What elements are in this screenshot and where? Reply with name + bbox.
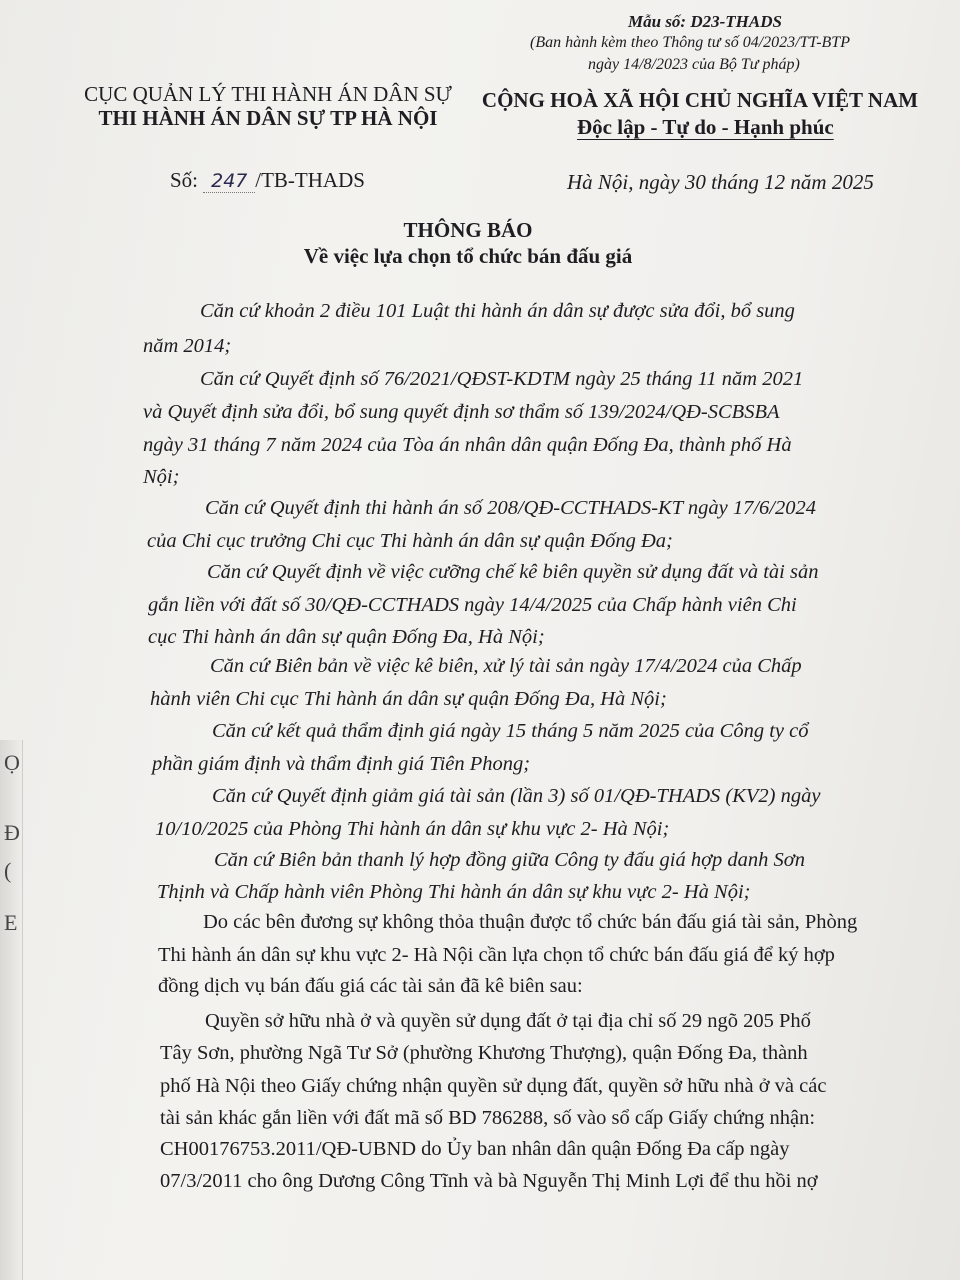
body-line: Căn cứ Biên bản thanh lý hợp đồng giữa Công ty đấu giá hợp danh Sơn	[214, 849, 805, 871]
doc-number-prefix: Số:	[170, 168, 199, 192]
doc-number-suffix: /TB-THADS	[255, 168, 365, 192]
body-line: CH00176753.2011/QĐ-UBND do Ủy ban nhân dân quận Đống Đa cấp ngày	[160, 1138, 790, 1160]
body-line: 10/10/2025 của Phòng Thi hành án dân sự khu vực 2- Hà Nội;	[155, 818, 670, 840]
body-line: và Quyết định sửa đổi, bổ sung quyết định sơ thẩm số 139/2024/QĐ-SCBSBA	[143, 401, 780, 423]
body-line: phần giám định và thẩm định giá Tiên Phong;	[152, 753, 531, 775]
document-number	[170, 168, 365, 193]
form-number: Mẫu số: D23-THADS	[628, 12, 782, 31]
edge-fragment: Đ	[4, 820, 20, 845]
place-date: Hà Nội, ngày 30 tháng 12 năm 2025	[567, 170, 874, 194]
notice-title: THÔNG BÁO	[403, 218, 533, 242]
body-line: Căn cứ kết quả thẩm định giá ngày 15 tháng 5 năm 2025 của Công ty cổ	[212, 720, 809, 742]
edge-fragment: Ọ	[4, 750, 20, 775]
edge-fragment: (	[4, 858, 12, 883]
nation-title: CỘNG HOÀ XÃ HỘI CHỦ NGHĨA VIỆT NAM	[481, 88, 919, 112]
body-line: gắn liền với đất số 30/QĐ-CCTHADS ngày 14/4/2025 của Chấp hành viên Chi	[148, 594, 797, 616]
form-note-line2: ngày 14/8/2023 của Bộ Tư pháp)	[588, 56, 800, 73]
body-line: 07/3/2011 cho ông Dương Công Tĩnh và bà Nguyễn Thị Minh Lợi để thu hồi nợ	[160, 1170, 818, 1192]
body-line: phố Hà Nội theo Giấy chứng nhận quyền sử dụng đất, quyền sở hữu nhà ở và các	[160, 1075, 827, 1097]
body-line: Căn cứ khoản 2 điều 101 Luật thi hành án dân sự được sửa đổi, bổ sung	[200, 300, 795, 322]
body-line: Căn cứ Biên bản về việc kê biên, xử lý tài sản ngày 17/4/2024 của Chấp	[210, 655, 802, 677]
body-line: đồng dịch vụ bán đấu giá các tài sản đã kê biên sau:	[158, 975, 583, 997]
notice-subtitle: Về việc lựa chọn tổ chức bán đấu giá	[303, 244, 633, 268]
body-line: Căn cứ Quyết định giảm giá tài sản (lần 3) số 01/QĐ-THADS (KV2) ngày	[212, 785, 821, 807]
form-note-line1: (Ban hành kèm theo Thông tư số 04/2023/TT-BTP	[530, 34, 850, 51]
body-line: Căn cứ Quyết định số 76/2021/QĐST-KDTM ngày 25 tháng 11 năm 2021	[200, 368, 804, 390]
body-line: Do các bên đương sự không thỏa thuận được tổ chức bán đấu giá tài sản, Phòng	[203, 911, 858, 933]
agency-parent: CỤC QUẢN LÝ THI HÀNH ÁN DÂN SỰ	[84, 82, 452, 106]
body-line: Thịnh và Chấp hành viên Phòng Thi hành án dân sự khu vực 2- Hà Nội;	[157, 881, 751, 903]
body-line: năm 2014;	[143, 335, 232, 357]
body-line: ngày 31 tháng 7 năm 2024 của Tòa án nhân dân quận Đống Đa, thành phố Hà	[143, 434, 792, 456]
body-line: Quyền sở hữu nhà ở và quyền sử dụng đất ở tại địa chỉ số 29 ngõ 205 Phố	[205, 1010, 811, 1032]
edge-fragment: E	[4, 910, 18, 935]
body-line: Thi hành án dân sự khu vực 2- Hà Nội cần lựa chọn tổ chức bán đấu giá để ký hợp	[158, 944, 835, 966]
body-line: Căn cứ Quyết định về việc cưỡng chế kê biên quyền sử dụng đất và tài sản	[207, 561, 819, 583]
body-line: Nội;	[143, 466, 180, 488]
motto: Độc lập - Tự do - Hạnh phúc	[577, 115, 834, 139]
body-line: Tây Sơn, phường Ngã Tư Sở (phường Khương Thượng), quận Đống Đa, thành	[160, 1042, 808, 1064]
body-line: cục Thi hành án dân sự quận Đống Đa, Hà Nội;	[148, 626, 545, 648]
underlying-page-edge	[0, 740, 23, 1280]
body-line: tài sản khác gắn liền với đất mã số BD 786288, số vào sổ cấp Giấy chứng nhận:	[160, 1107, 816, 1129]
agency-name: THI HÀNH ÁN DÂN SỰ TP HÀ NỘI	[98, 106, 438, 130]
doc-number-handwritten: 247	[203, 170, 255, 193]
body-line: hành viên Chi cục Thi hành án dân sự quận Đống Đa, Hà Nội;	[150, 688, 667, 710]
body-line: của Chi cục trưởng Chi cục Thi hành án dân sự quận Đống Đa;	[147, 530, 673, 552]
body-line: Căn cứ Quyết định thi hành án số 208/QĐ-CCTHADS-KT ngày 17/6/2024	[205, 497, 816, 519]
